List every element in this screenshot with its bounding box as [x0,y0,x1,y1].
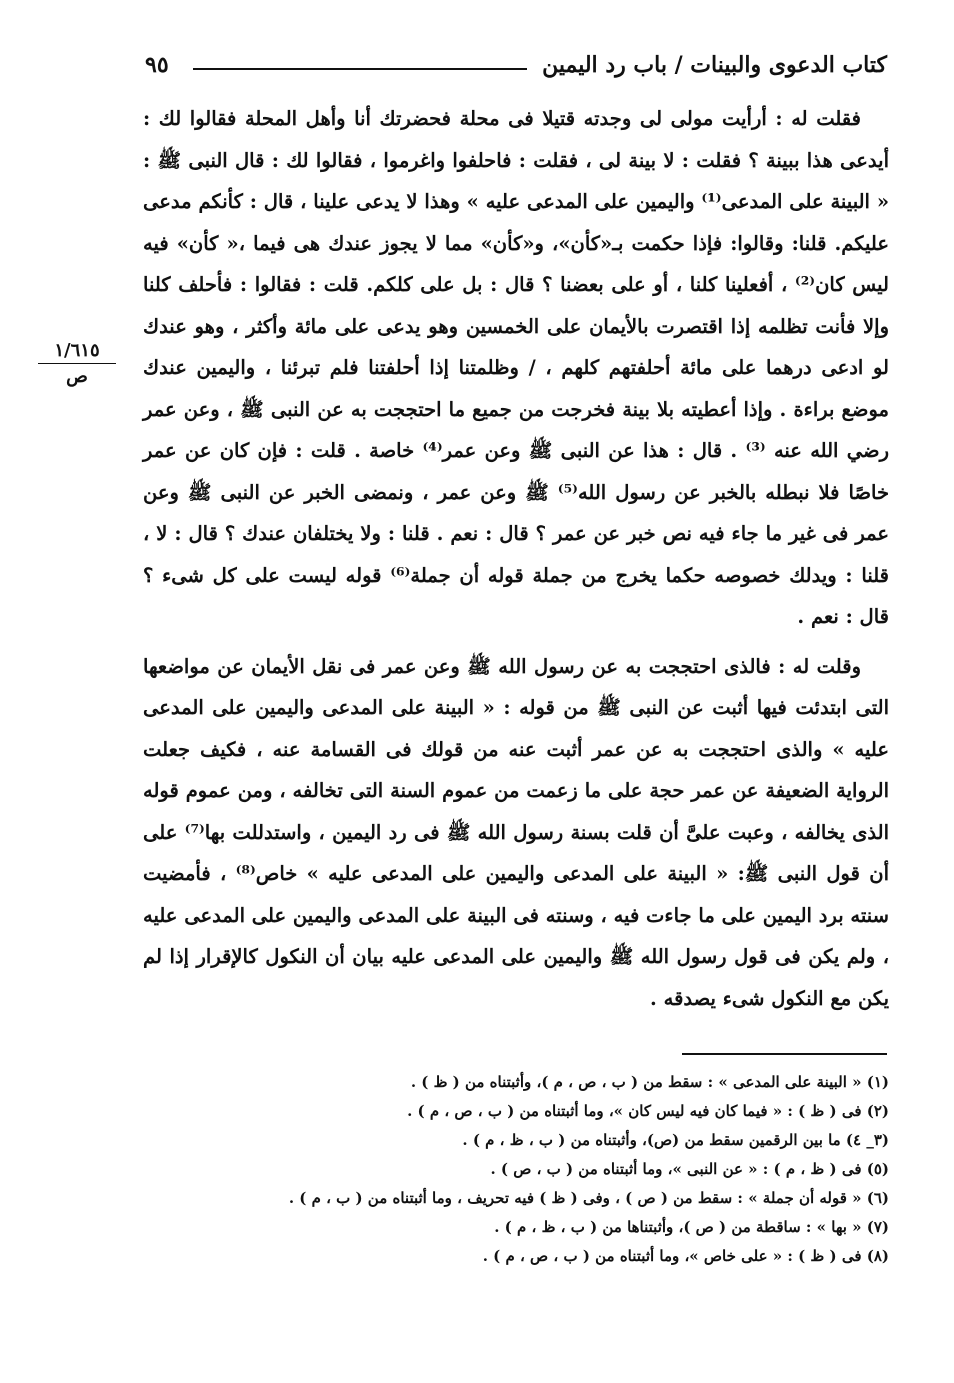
footnote: (٢) فى ( ظ ) : « فيما كان فيه ليس كان »، وما أثبتناه من ( ب ، ص ، م ) . [407,1102,889,1120]
running-header [145,50,887,90]
paragraph: وقلت له : فالذى احتججت به عن رسول الله ﷺ وعن عمر فى نقل الأيمان عن مواضعها التى ابتدئت فيها أثبت عن النبى ﷺ من قوله : « البينة على المدعى واليمين على المدعى عليه » والذى احتججت به عن عمر أثبت عنه من قولك فى القسامة عنه ، فكيف جعلت الرواية الضعيفة عن عمر حجة على ما زعمت من عموم السنة التى تخالفه ، ومن عموم قوله الذى يخالفه ، وعبت علىَّ أن قلت بسنة رسول الله ﷺ فى رد اليمين ، واستدللت بها⁽⁷⁾ على أن قول النبى ﷺ: « البينة على المدعى واليمين على المدعى عليه » خاص⁽⁸⁾ ، فأمضيت سنته برد اليمين على ما جاءت فيه ، وسنته فى البينة على المدعى واليمين على المدعى عليه ، ولم يكن فى قول رسول الله ﷺ واليمين على المدعى عليه بيان أن النكول كالإقرار إذا لم يكن مع النكول شىء يصدقه . [143,654,890,1010]
footnote: (١) « البينة على المدعى » : سقط من ( ب ، ص ، م )، وأثبتناه من ( ظ ) . [410,1073,889,1091]
body-text [143,98,889,1019]
header-title: كتاب الدعوى والبينات / باب رد اليمين [542,52,887,78]
paragraph: فقلت له : أرأيت مولى لى وجدته قتيلا فى محلة فحضرتك أنا وأهل المحلة فقالوا لك : أيدعى هذا ببينة ؟ فقلت : لا بينة لى ، فقلت : فاحلفوا واغرموا ، فقالوا لك : قال النبى ﷺ : « البينة على المدعى⁽¹⁾ واليمين على المدعى عليه » وهذا لا يدعى علينا ، قال : كأنكم مدعى عليكم. قلنا: وقالوا: فإذا حكمت بـ«كأن»، و«كأن» مما لا يجوز عندك هى فيما ،« كأن» فيه ليس كان⁽²⁾ ، أفعلينا كلنا ، أو على بعضنا ؟ قال : بل على كلكم. قلت : فقالوا : فأحلف كلنا وإلا فأنت تظلمه إذا اقتصرت بالأيمان على الخمسين وهو يدعى على مائة وأكثر ، وهو عندك لو ادعى درهما على مائة أحلفتهم كلهم ، / وظلمتنا إذا أحلفتنا فلم تبرئنا ، واليمين عندك موضع براءة . وإذا أعطيته بلا بينة فخرجت من جميع ما احتججت به عن النبى ﷺ ، وعن عمر رضي الله عنه ⁽³⁾ . قال : هذا عن النبى ﷺ وعن عمر⁽⁴⁾ خاصة . قلت : فإن كان عن عمر خاصًا فلا نبطله بالخبر عن رسول الله⁽⁵⁾ ﷺ وعن عمر ، ونمضى الخبر عن النبى ﷺ وعن عمر فى غير ما جاء فيه نص خبر عن عمر ؟ قال : نعم . قلنا : ولا يختلفان عندك ؟ قال : لا ، قلنا : ويدلك خصوصه حكما يخرج من جملة قوله أن جملة⁽⁶⁾ قوله ليست على كل شىء ؟ قال : نعم . [143,107,890,628]
footnote: (٥) فى ( ظ ، م ) : « عن النبى »، وما أثبتناه من ( ب ، ص ) . [490,1160,889,1178]
margin-manuscript-siglum: ص [66,366,88,387]
page-number: ٩٥ [145,52,169,78]
margin-folio-number: ١/٦١٥ [38,340,116,364]
footnote: (٦) « قوله أن جملة » : سقط من ( ص ) ، وفى ( ظ ) فيه تحريف ، وما أثبتناه من ( ب ، م ) . [288,1189,889,1207]
margin-reference [38,340,116,387]
footnote: (٨) فى ( ظ ) : « على خاص »، وما أثبتناه من ( ب ، ص ، م ) . [482,1247,889,1265]
footnotes [143,1068,889,1271]
footnote: (٧) « بها » : ساقطة من ( ص )، وأثبتناها من ( ب ، ظ ، م ) . [494,1218,889,1236]
header-rule [193,68,527,70]
footnote-separator [682,1053,887,1055]
footnote: (٣_ ٤) ما بين الرقمين سقط من (ص)، وأثبتناه من ( ب ، ظ ، م ) . [462,1131,889,1149]
